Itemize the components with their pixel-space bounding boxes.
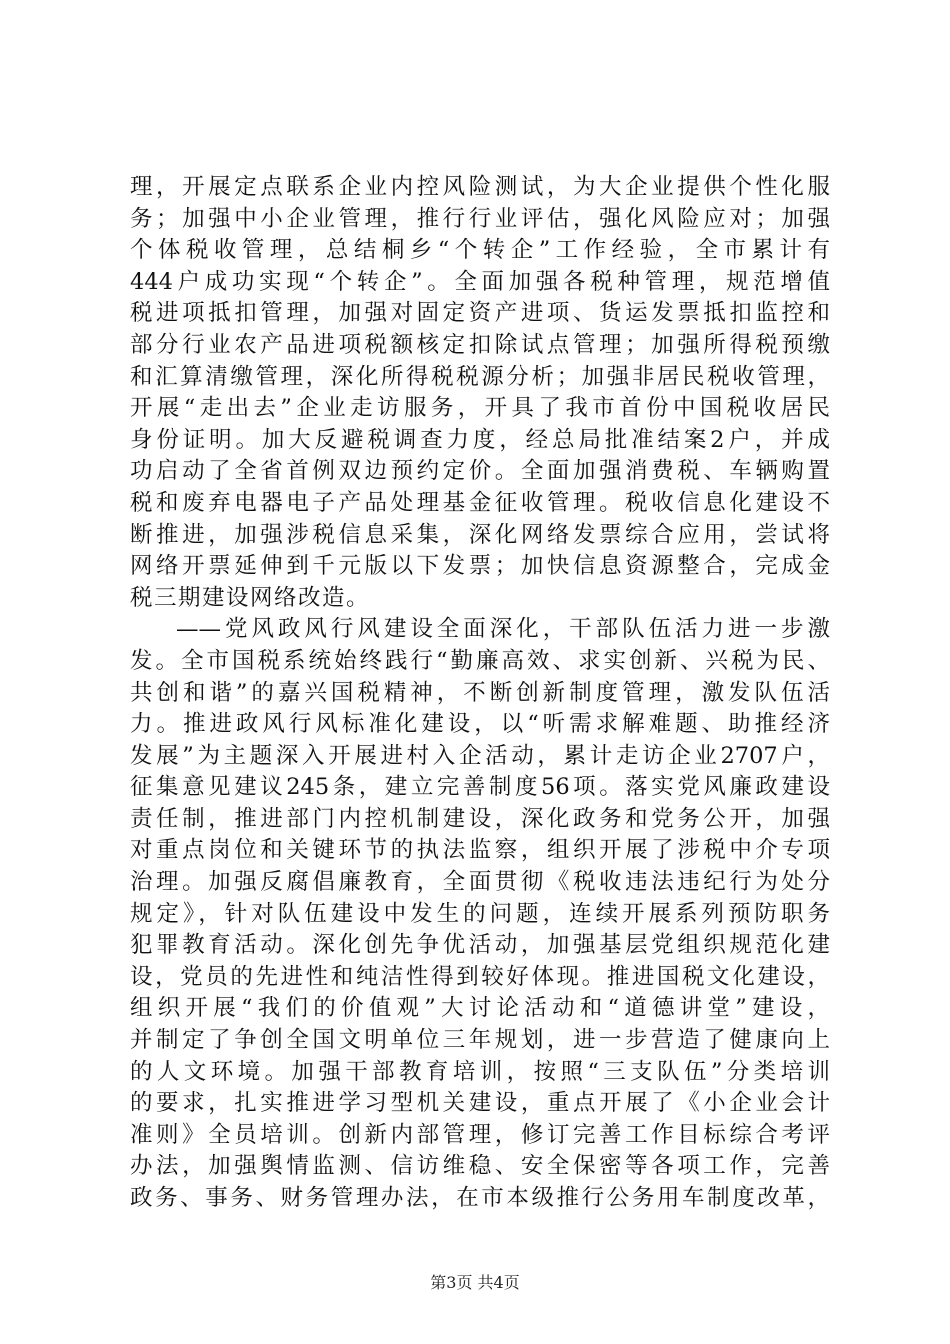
text-line: 并制定了争创全国文明单位三年规划，进一步营造了健康向上 (130, 1027, 830, 1054)
text-line: 的人文环境。加强干部教育培训，按照“三支队伍”分类培训 (130, 1058, 830, 1085)
text-line: 治理。加强反腐倡廉教育，全面贯彻《税收违法违纪行为处分 (130, 869, 830, 896)
text-line: 办法，加强舆情监测、信访维稳、安全保密等各项工作，完善 (130, 1153, 830, 1180)
text-line: 444户成功实现“个转企”。全面加强各税种管理，规范增值 (130, 268, 830, 295)
text-line: 对重点岗位和关键环节的执法监察，组织开展了涉税中介专项 (130, 837, 830, 864)
text-line: 身份证明。加大反避税调查力度，经总局批准结案2户，并成 (130, 426, 830, 453)
text-line: 准则》全员培训。创新内部管理，修订完善工作目标综合考评 (130, 1121, 830, 1148)
text-line: 的要求，扎实推进学习型机关建设，重点开展了《小企业会计 (130, 1090, 830, 1117)
text-line: 功启动了全省首例双边预约定价。全面加强消费税、车辆购置 (130, 458, 830, 485)
text-line: 规定》，针对队伍建设中发生的问题，连续开展系列预防职务 (130, 900, 830, 927)
text-line: 部分行业农产品进项税额核定扣除试点管理；加强所得税预缴 (130, 331, 830, 358)
page-number-footer: 第3页 共4页 (430, 1273, 520, 1292)
text-line: 发展”为主题深入开展进村入企活动，累计走访企业2707户， (130, 742, 830, 769)
text-line-paragraph-start: ——党风政风行风建设全面深化，干部队伍活力进一步激 (176, 616, 830, 643)
text-line: 个体税收管理，总结桐乡“个转企”工作经验，全市累计有 (130, 237, 830, 264)
text-line: 网络开票延伸到千元版以下发票；加快信息资源整合，完成金 (130, 553, 830, 580)
text-line: 力。推进政风行风标准化建设，以“听需求解难题、助推经济 (130, 711, 830, 738)
body-text (130, 172, 830, 1215)
text-line: 责任制，推进部门内控机制建设，深化政务和党务公开，加强 (130, 805, 830, 832)
text-line: 共创和谐”的嘉兴国税精神，不断创新制度管理，激发队伍活 (130, 679, 830, 706)
text-line: 理，开展定点联系企业内控风险测试，为大企业提供个性化服 (130, 174, 830, 200)
text-line: 和汇算清缴管理，深化所得税税源分析；加强非居民税收管理， (130, 363, 830, 390)
text-line: 组织开展“我们的价值观”大讨论活动和“道德讲堂”建设， (130, 995, 830, 1022)
text-line: 政务、事务、财务管理办法，在市本级推行公务用车制度改革， (130, 1185, 830, 1211)
text-line: 务；加强中小企业管理，推行行业评估，强化风险应对；加强 (130, 205, 830, 232)
text-line: 发。全市国税系统始终践行“勤廉高效、求实创新、兴税为民、 (130, 647, 830, 674)
text-line: 断推进，加强涉税信息采集，深化网络发票综合应用，尝试将 (130, 521, 830, 548)
text-line: 税进项抵扣管理，加强对固定资产进项、货运发票抵扣监控和 (130, 300, 830, 327)
text-line: 税和废弃电器电子产品处理基金征收管理。税收信息化建设不 (130, 489, 830, 516)
text-line: 犯罪教育活动。深化创先争优活动，加强基层党组织规范化建 (130, 932, 830, 959)
text-line-paragraph-end: 税三期建设网络改造。 (130, 584, 371, 611)
text-line: 征集意见建议245条，建立完善制度56项。落实党风廉政建设 (130, 774, 830, 801)
text-line: 设，党员的先进性和纯洁性得到较好体现。推进国税文化建设， (130, 963, 830, 990)
text-line: 开展“走出去”企业走访服务，开具了我市首份中国税收居民 (130, 395, 830, 422)
